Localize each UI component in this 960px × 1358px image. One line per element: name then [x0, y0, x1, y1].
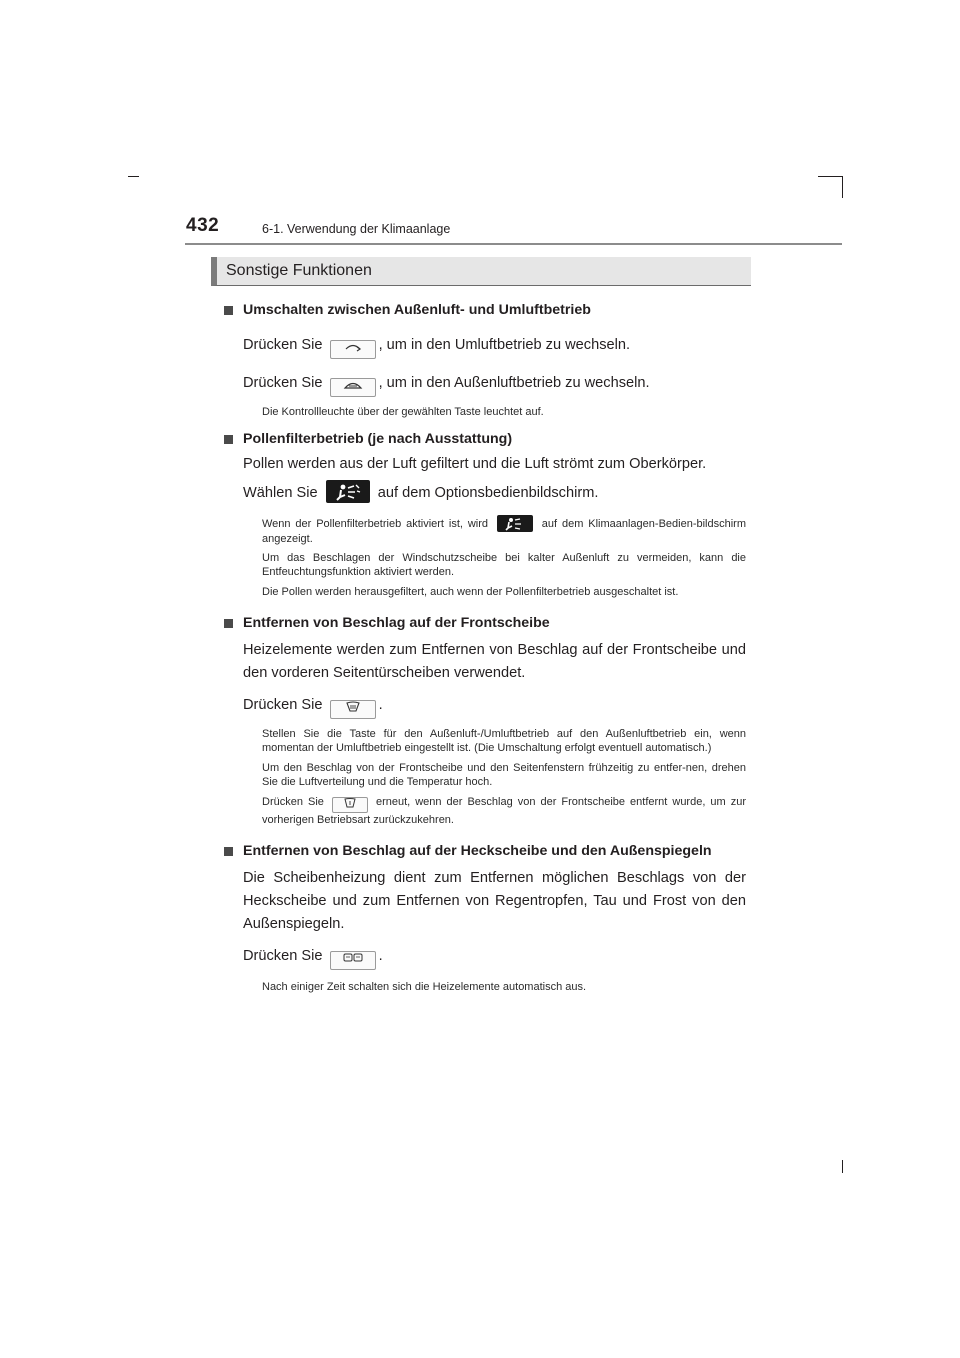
subheading-recirculation: [224, 300, 746, 320]
note: Die Kontrollleuchte über der gewählten Taste leuchtet auf.: [262, 406, 544, 418]
paragraph: [243, 372, 746, 397]
paragraph: Pollen werden aus der Luft gefiltert und die Luft strömt zum Oberkörper.: [243, 456, 707, 472]
note: Die Pollen werden herausgefiltert, auch wenn der Pollenfilterbetrieb ausgeschaltet ist.: [262, 586, 679, 598]
content: [224, 292, 746, 994]
header-rule: [185, 243, 842, 245]
subheading-front-defrost: [224, 613, 746, 633]
subheading-text: Umschalten zwischen Außenluft- und Umluftbetrieb: [243, 302, 591, 318]
text: , um in den Außenluftbetrieb zu wechseln.: [378, 375, 650, 391]
front-defroster-icon: [332, 797, 368, 813]
subheading-text: Pollenfilterbetrieb (je nach Ausstattung): [243, 431, 513, 447]
text: Drücken Sie: [262, 796, 324, 808]
subheading-text: Entfernen von Beschlag auf der Frontscheibe: [243, 615, 550, 631]
section-heading: [211, 257, 751, 286]
paragraph: [243, 480, 746, 505]
crop-mark: [842, 176, 843, 198]
crop-mark: [842, 1160, 843, 1173]
front-defroster-icon: [330, 700, 376, 719]
rear-defroster-icon: [330, 951, 376, 970]
square-bullet-icon: [224, 619, 233, 628]
text: Drücken Sie: [243, 948, 323, 964]
page-number: 432: [186, 215, 220, 236]
text: .: [378, 948, 383, 964]
crop-mark: [818, 176, 842, 177]
paragraph: Die Scheibenheizung dient zum Entfernen möglichen Beschlags von der Heckscheibe und zum Entfernen von Regentropfen, Tau und Frost von den Außenspiegeln.: [243, 870, 746, 932]
square-bullet-icon: [224, 306, 233, 315]
fresh-air-icon: [330, 378, 376, 397]
paragraph: [243, 945, 746, 970]
subheading-pollen: [224, 429, 746, 449]
text: Drücken Sie: [243, 375, 323, 391]
text: erneut, wenn der Beschlag von der Frontscheibe entfernt wurde, um zur vorherigen Betriebsart zurückzukehren.: [262, 796, 746, 826]
section-heading-text: Sonstige Funktionen: [226, 262, 372, 279]
note: [262, 515, 746, 546]
paragraph: [243, 694, 746, 719]
crop-mark: [128, 176, 139, 177]
text: Drücken Sie: [243, 697, 323, 713]
note: Stellen Sie die Taste für den Außenluft-/Umluftbetrieb auf den Außenluftbetrieb ein, wenn momentan der Umluftbetrieb eingestellt ist. (Die Umschaltung erfolgt eventuell automatisch.): [262, 728, 746, 754]
square-bullet-icon: [224, 847, 233, 856]
text: Wählen Sie: [243, 485, 318, 501]
note: Nach einiger Zeit schalten sich die Heizelemente automatisch aus.: [262, 981, 587, 993]
text: Drücken Sie: [243, 337, 323, 353]
recirculation-icon: [330, 340, 376, 359]
pollen-filter-icon: [326, 480, 370, 503]
paragraph: [243, 334, 746, 359]
text: .: [378, 697, 383, 713]
chapter-title: 6-1. Verwendung der Klimaanlage: [262, 222, 451, 236]
text: auf dem Klimaanlagen-Bedien-bildschirm angezeigt.: [262, 518, 746, 545]
note: [262, 795, 746, 827]
pollen-filter-icon: [497, 515, 533, 532]
square-bullet-icon: [224, 435, 233, 444]
subheading-text: Entfernen von Beschlag auf der Heckscheibe und den Außenspiegeln: [243, 843, 712, 859]
note: Um den Beschlag von der Frontscheibe und den Seitenfenstern frühzeitig zu entfer-nen, drehen Sie die Luftverteilung und die Temperatur hoch.: [262, 762, 746, 788]
note: Um das Beschlagen der Windschutzscheibe bei kalter Außenluft zu vermeiden, kann die Entfeuchtungsfunktion aktiviert werden.: [262, 552, 746, 578]
paragraph: Heizelemente werden zum Entfernen von Beschlag auf der Frontscheibe und den vorderen Seitentürscheiben verwendet.: [243, 642, 746, 681]
text: , um in den Umluftbetrieb zu wechseln.: [378, 337, 631, 353]
text: auf dem Optionsbedienbildschirm.: [377, 485, 599, 501]
text: Wenn der Pollenfilterbetrieb aktiviert ist, wird: [262, 518, 488, 530]
subheading-rear-defrost: [224, 841, 746, 861]
